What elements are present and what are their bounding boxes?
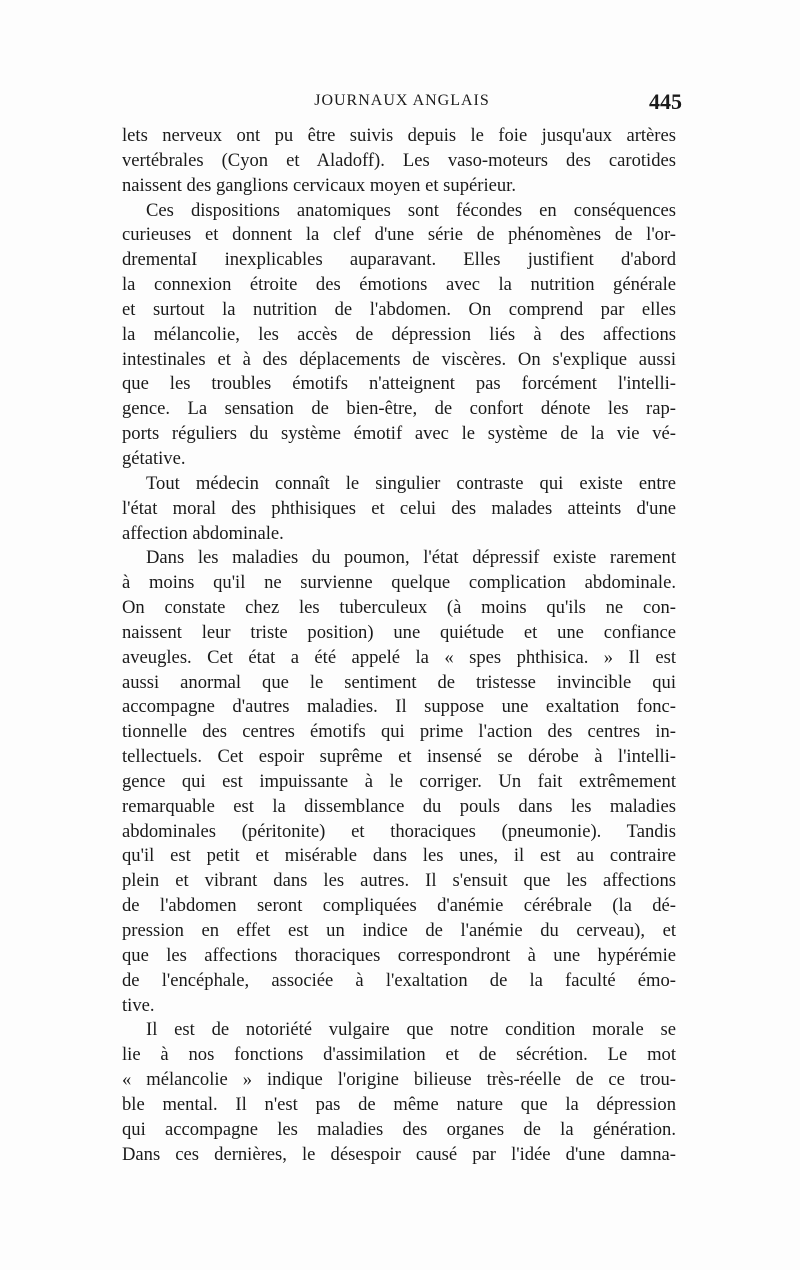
text-line: que les affections thoraciques correspondront à une hypérémie xyxy=(122,944,676,966)
text-line: Tout médecin connaît le singulier contraste qui existe entre xyxy=(146,472,676,494)
text-line: intestinales et à des déplacements de viscères. On s'explique aussi xyxy=(122,348,676,370)
text-line: à moins qu'il ne survienne quelque complication abdominale. xyxy=(122,572,676,594)
text-line: ble mental. Il n'est pas de même nature que la dépression xyxy=(122,1093,676,1115)
text-line: drementaI inexplicables auparavant. Elles justifient d'abord xyxy=(122,249,676,271)
text-line: tellectuels. Cet espoir suprême et insensé se dérobe à l'intelli- xyxy=(122,746,676,768)
text-line: plein et vibrant dans les autres. Il s'ensuit que les affections xyxy=(122,870,676,892)
running-head xyxy=(122,89,682,118)
text-line: Dans les maladies du poumon, l'état dépressif existe rarement xyxy=(146,547,676,569)
text-line: l'état moral des phthisiques et celui des malades atteints d'une xyxy=(122,497,676,519)
text-line: pression en effet est un indice de l'anémie du cerveau), et xyxy=(122,920,676,941)
text-line: Ces dispositions anatomiques sont fécondes en conséquences xyxy=(146,199,676,221)
text-line: vertébrales (Cyon et Aladoff). Les vaso-moteurs des carotides xyxy=(122,149,676,171)
text-line: remarquable est la dissemblance du pouls dans les maladies xyxy=(122,795,676,817)
text-line: de l'encéphale, associée à l'exaltation de la faculté émo- xyxy=(122,969,676,991)
text-line: que les troubles émotifs n'atteignent pas forcément l'intelli- xyxy=(122,373,676,395)
text-line: curieuses et donnent la clef d'une série de phénomènes de l'or- xyxy=(122,224,676,246)
text-line: ports réguliers du système émotif avec le système de la vie vé- xyxy=(122,423,676,445)
text-line: Il est de notoriété vulgaire que notre condition morale se xyxy=(146,1019,676,1041)
text-line: la mélancolie, les accès de dépression liés à des affections xyxy=(122,323,676,345)
text-line: naissent des ganglions cervicaux moyen et supérieur. xyxy=(122,174,516,196)
text-line: aveugles. Cet état a été appelé la « spes phthisica. » Il est xyxy=(122,646,676,668)
text-line: abdominales (péritonite) et thoraciques (pneumonie). Tandis xyxy=(122,820,676,842)
page-number: 445 xyxy=(649,89,682,114)
text-line: qu'il est petit et misérable dans les unes, il est au contraire xyxy=(122,845,676,867)
text-line: gétative. xyxy=(122,447,186,469)
text-line: On constate chez les tuberculeux (à moins qu'ils ne con- xyxy=(122,597,676,619)
text-line: lie à nos fonctions d'assimilation et de sécrétion. Le mot xyxy=(122,1044,676,1066)
text-line: « mélancolie » indique l'origine bilieuse très-réelle de ce trou- xyxy=(122,1069,676,1091)
text-line: gence qui est impuissante à le corriger. Un fait extrêmement xyxy=(122,770,676,792)
body-text xyxy=(122,124,676,1167)
text-line: qui accompagne les maladies des organes de la génération. xyxy=(122,1118,676,1140)
text-line: accompagne d'autres maladies. Il suppose une exaltation fonc- xyxy=(122,696,676,718)
text-line: gence. La sensation de bien-être, de confort dénote les rap- xyxy=(122,398,676,420)
text-line: tive. xyxy=(122,994,155,1016)
text-line: lets nerveux ont pu être suivis depuis le foie jusqu'aux artères xyxy=(122,125,676,146)
running-title: JOURNAUX ANGLAIS xyxy=(314,92,490,109)
text-line: affection abdominale. xyxy=(122,522,284,544)
text-line: tionnelle des centres émotifs qui prime l'action des centres in- xyxy=(122,721,676,743)
text-line: aussi anormal que le sentiment de tristesse invincible qui xyxy=(122,671,676,693)
text-line: naissent leur triste position) une quiétude et une confiance xyxy=(122,621,676,643)
text-line: et surtout la nutrition de l'abdomen. On comprend par elles xyxy=(122,298,676,320)
text-line: de l'abdomen seront compliquées d'anémie cérébrale (la dé- xyxy=(122,895,676,917)
text-line: Dans ces dernières, le désespoir causé par l'idée d'une damna- xyxy=(122,1143,676,1165)
text-line: la connexion étroite des émotions avec la nutrition générale xyxy=(122,274,676,296)
